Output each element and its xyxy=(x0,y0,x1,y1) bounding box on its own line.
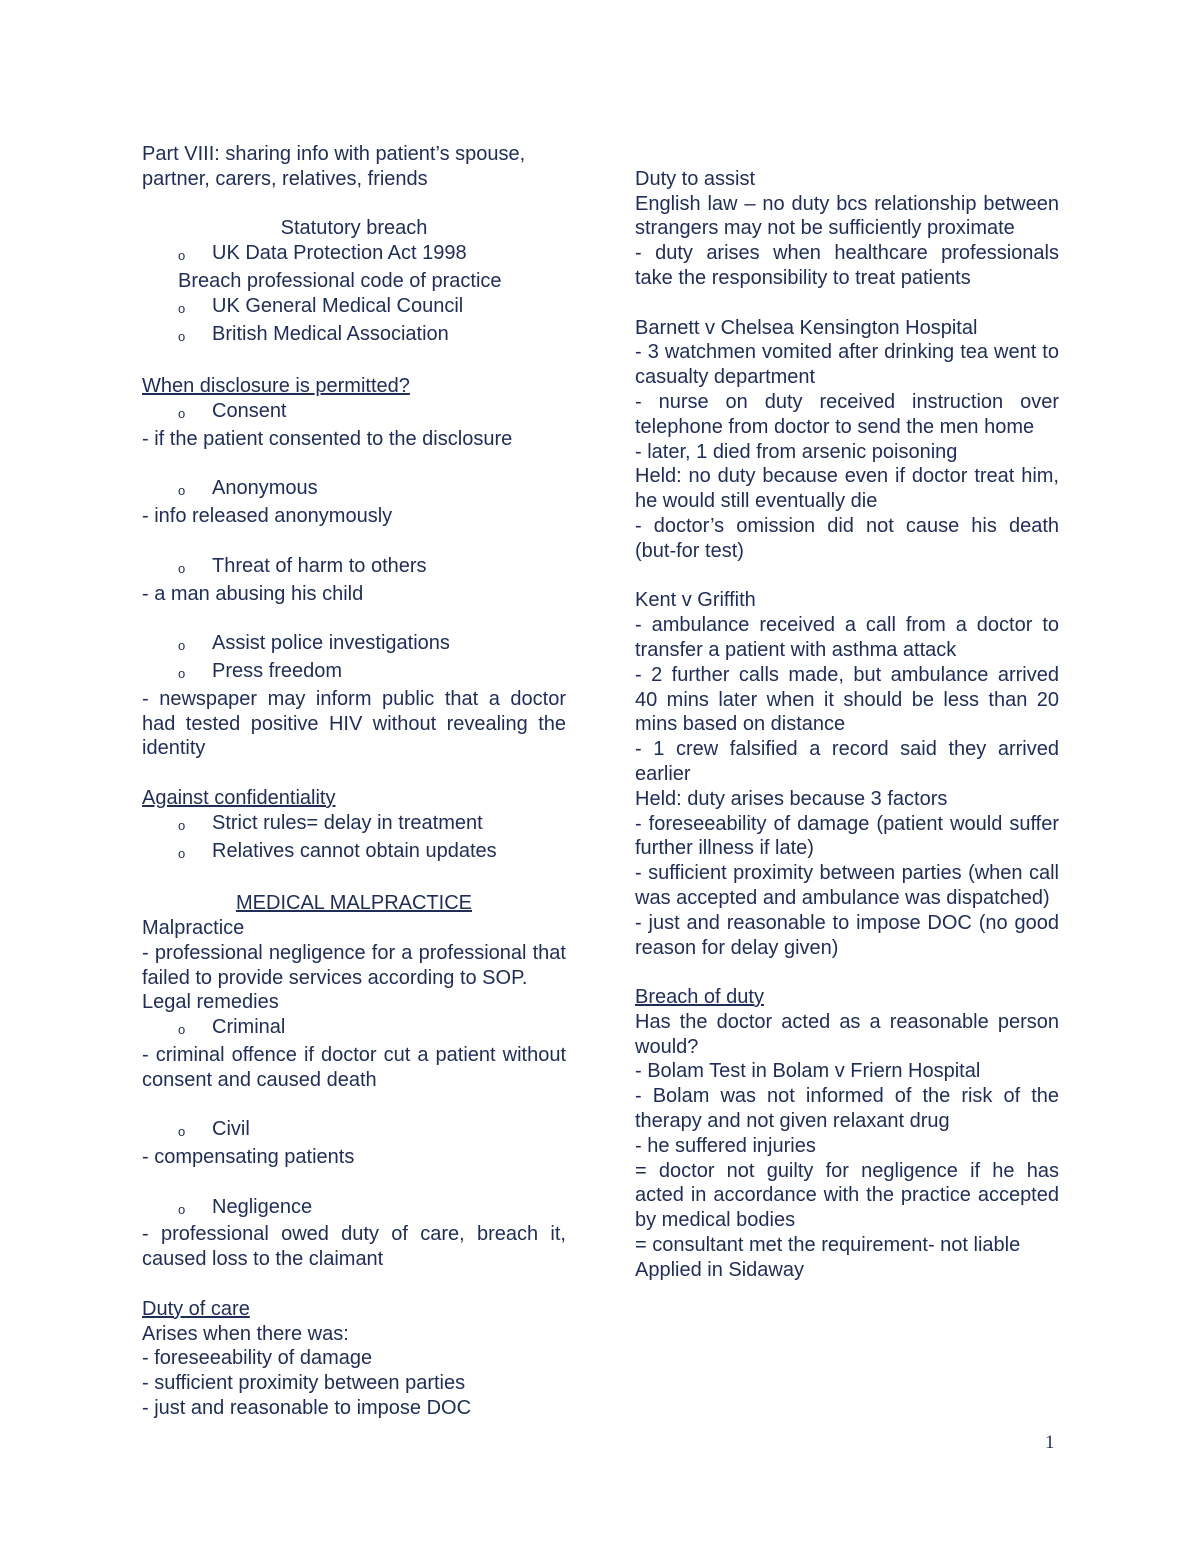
bullet-item: o Assist police investigations xyxy=(142,631,566,659)
bullet-icon: o xyxy=(178,1124,186,1140)
paragraph: - professional negligence for a professional that failed to provide services according to SOP. xyxy=(142,941,566,989)
bullet-icon: o xyxy=(178,1022,186,1038)
text-line: Held: duty arises because 3 factors xyxy=(635,787,948,810)
bullet-item: o Press freedom xyxy=(142,659,566,687)
bullet-item: o Civil xyxy=(142,1117,566,1145)
bullet-icon: o xyxy=(178,328,186,344)
heading-duty-of-care: Duty of care xyxy=(142,1297,250,1320)
duty-to-assist: Duty to assist xyxy=(635,167,756,190)
bullet-item: o Strict rules= delay in treatment xyxy=(142,811,566,839)
left-column xyxy=(142,142,566,1421)
bullet-icon: o xyxy=(178,665,186,681)
bullet-icon: o xyxy=(178,1201,186,1217)
bullet-item: o Anonymous xyxy=(142,476,566,504)
section-title-cont: partner, carers, relatives, friends xyxy=(142,167,428,190)
paragraph: - just and reasonable to impose DOC (no good reason for delay given) xyxy=(635,911,1059,959)
statutory-breach: Statutory breach xyxy=(280,217,428,240)
bullet-icon: o xyxy=(178,560,186,576)
paragraph: English law – no duty bcs relationship between strangers may not be sufficiently proximate xyxy=(635,192,1059,240)
text-line: - Bolam Test in Bolam v Friern Hospital xyxy=(635,1060,981,1083)
paragraph: Held: no duty because even if doctor treat him, he would still eventually die xyxy=(635,465,1059,513)
malpractice-label: Malpractice xyxy=(142,916,245,939)
heading-disclosure: When disclosure is permitted? xyxy=(142,375,410,398)
paragraph: - Bolam was not informed of the risk of the therapy and not given relaxant drug xyxy=(635,1085,1059,1133)
paragraph: - ambulance received a call from a doctor to transfer a patient with asthma attack xyxy=(635,614,1059,661)
text-line: Applied in Sidaway xyxy=(635,1258,804,1281)
bullet-item: o Consent xyxy=(142,399,566,427)
paragraph: - sufficient proximity between parties (when call was accepted and ambulance was dispatched) xyxy=(635,862,1059,909)
text-line: - sufficient proximity between parties xyxy=(142,1372,466,1395)
paragraph: - nurse on duty received instruction over telephone from doctor to send the men home xyxy=(635,390,1059,438)
text-line: - a man abusing his child xyxy=(142,582,364,605)
paragraph: - doctor’s omission did not cause his death (but-for test) xyxy=(635,514,1059,562)
legal-remedies-label: Legal remedies xyxy=(142,991,279,1014)
paragraph: - newspaper may inform public that a doctor had tested positive HIV without revealing the identity xyxy=(142,687,566,760)
page-number: 1 xyxy=(1045,1432,1055,1453)
text-line: - later, 1 died from arsenic poisoning xyxy=(635,440,958,463)
heading-against: Against confidentiality xyxy=(142,786,336,809)
breach-code: Breach professional code of practice xyxy=(178,269,502,292)
text-line: - just and reasonable to impose DOC xyxy=(142,1397,472,1420)
bullet-item: o Threat of harm to others xyxy=(142,554,566,582)
paragraph: - duty arises when healthcare professionals take the responsibility to treat patients xyxy=(635,242,1059,289)
text-line: - compensating patients xyxy=(142,1146,355,1169)
bullet-item: o Criminal xyxy=(142,1015,566,1043)
paragraph: - professional owed duty of care, breach it, caused loss to the claimant xyxy=(142,1223,566,1271)
text-line: - foreseeability of damage xyxy=(142,1347,373,1370)
heading-breach-of-duty: Breach of duty xyxy=(635,986,764,1009)
paragraph: - 3 watchmen vomited after drinking tea went to casualty department xyxy=(635,341,1059,389)
bullet-item: o UK Data Protection Act 1998 xyxy=(142,241,566,269)
bullet-item: o Negligence xyxy=(142,1195,566,1223)
bullet-icon: o xyxy=(178,483,186,499)
bullet-item: o British Medical Association xyxy=(142,322,566,350)
bullet-item: o UK General Medical Council xyxy=(142,294,566,322)
text-line: - he suffered injuries xyxy=(635,1134,816,1157)
bullet-icon: o xyxy=(178,845,186,861)
heading-malpractice: MEDICAL MALPRACTICE xyxy=(236,892,472,915)
text-line: - if the patient consented to the disclosure xyxy=(142,427,513,450)
paragraph: = doctor not guilty for negligence if he has acted in accordance with the practice accepted by medical bodies xyxy=(635,1159,1059,1232)
bullet-icon: o xyxy=(178,300,186,316)
bullet-icon: o xyxy=(178,405,186,421)
bullet-item: o Relatives cannot obtain updates xyxy=(142,839,566,867)
paragraph: - criminal offence if doctor cut a patient without consent and caused death xyxy=(142,1043,566,1091)
paragraph: - 1 crew falsified a record said they arrived earlier xyxy=(635,738,1059,785)
bullet-icon: o xyxy=(178,638,186,654)
paragraph: - 2 further calls made, but ambulance arrived 40 mins later when it should be less than 20 mins based on distance xyxy=(635,663,1059,736)
bullet-icon: o xyxy=(178,817,186,833)
text-line: Arises when there was: xyxy=(142,1322,349,1345)
text-line: - info released anonymously xyxy=(142,505,393,528)
section-title: Part VIII: sharing info with patient’s spouse, xyxy=(142,143,526,165)
paragraph: - foreseeability of damage (patient would suffer further illness if late) xyxy=(635,812,1059,860)
paragraph: Has the doctor acted as a reasonable person would? xyxy=(635,1010,1059,1058)
text-line: = consultant met the requirement- not liable xyxy=(635,1234,1021,1257)
case-title: Kent v Griffith xyxy=(635,589,756,612)
right-column xyxy=(635,142,1059,1283)
bullet-icon: o xyxy=(178,248,186,264)
case-title: Barnett v Chelsea Kensington Hospital xyxy=(635,316,978,339)
